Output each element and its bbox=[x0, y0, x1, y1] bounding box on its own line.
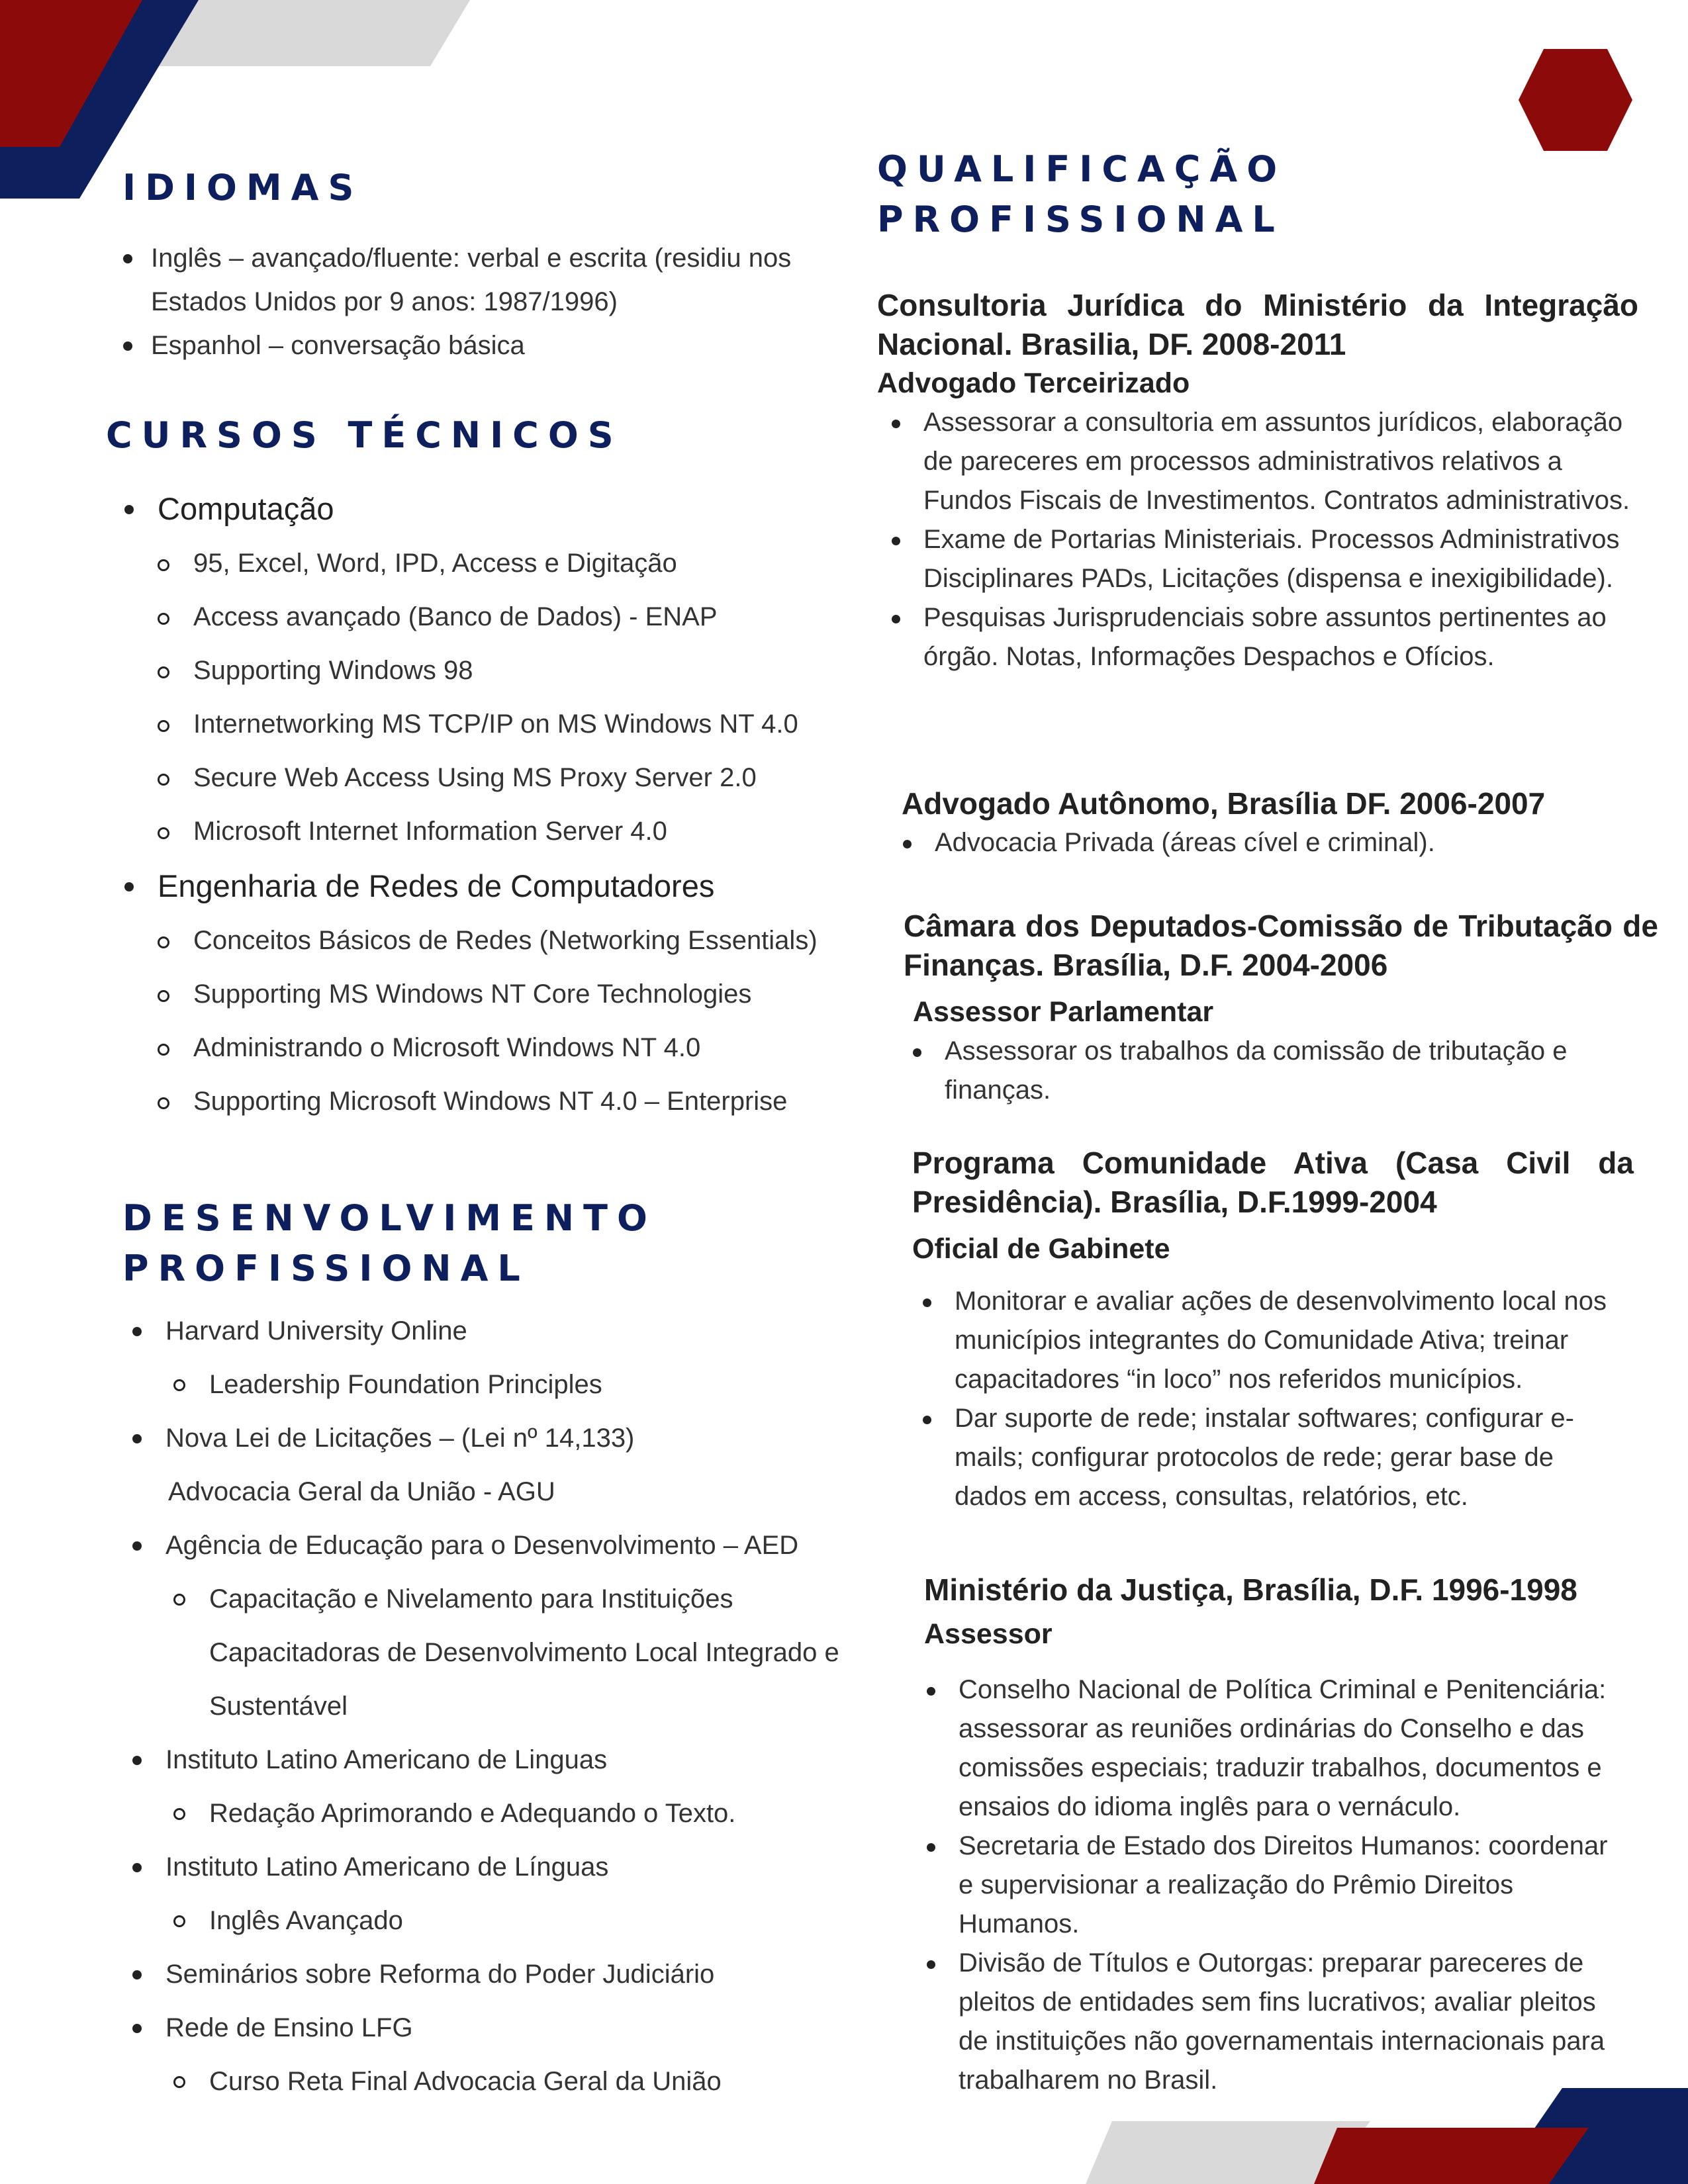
list-item: Inglês – avançado/fluente: verbal e escrita (residiu nos Estados Unidos por 9 anos: 1987/1996) bbox=[118, 236, 833, 324]
list-item: Agência de Educação para o Desenvolvimento – AED bbox=[99, 1519, 880, 1572]
list-item: Assessorar a consultoria em assuntos jurídicos, elaboração de pareceres em processos administrativos relativos a Fundos Fiscais de Investimentos. Contratos administrativos. bbox=[877, 403, 1638, 520]
cursos-list bbox=[106, 481, 887, 1128]
course-item: Supporting Microsoft Windows NT 4.0 – Enterprise bbox=[106, 1075, 887, 1128]
course-item: Access avançado (Banco de Dados) - ENAP bbox=[106, 590, 887, 644]
list-item: Capacitação e Nivelamento para Instituições bbox=[99, 1572, 880, 1626]
experience-entry bbox=[912, 1144, 1634, 1516]
list-item: Monitorar e avaliar ações de desenvolvimento local nos municípios integrantes do Comunidade Ativa; treinar capacitadores “in loco” nos referidos municípios. bbox=[912, 1282, 1630, 1399]
organization-title: Consultoria Jurídica do Ministério da Integração Nacional. Brasilia, DF. 2008-2011 bbox=[877, 288, 1638, 361]
cursos-heading: CURSOS TÉCNICOS bbox=[106, 414, 623, 456]
course-item: Conceitos Básicos de Redes (Networking Essentials) bbox=[106, 914, 887, 968]
heading-line: DESENVOLVIMENTO bbox=[122, 1197, 657, 1239]
list-item: Leadership Foundation Principles bbox=[99, 1358, 880, 1412]
red-block bbox=[1314, 2128, 1589, 2184]
organization-title: Programa Comunidade Ativa (Casa Civil da Presidência). Brasília, D.F.1999-2004 bbox=[912, 1146, 1634, 1219]
list-item: Nova Lei de Licitações – (Lei nº 14,133) bbox=[99, 1412, 880, 1465]
duties-list bbox=[902, 823, 1636, 862]
course-item: Supporting Windows 98 bbox=[106, 644, 887, 698]
organization-title: Advogado Autônomo, Brasília DF. 2006-2007 bbox=[902, 786, 1546, 821]
heading-line: QUALIFICAÇÃO bbox=[877, 148, 1287, 190]
desenvolvimento-list bbox=[99, 1304, 880, 2109]
list-item: Instituto Latino Americano de Línguas bbox=[99, 1841, 880, 1894]
course-group-title: Computação bbox=[106, 481, 887, 537]
heading-line: PROFISSIONAL bbox=[877, 199, 1284, 240]
list-item: Exame de Portarias Ministeriais. Processos Administrativos Disciplinares PADs, Licitações (dispensa e inexigibilidade). bbox=[877, 520, 1638, 598]
experience-entry bbox=[904, 907, 1658, 1110]
list-item: Divisão de Títulos e Outorgas: preparar pareceres de pleitos de entidades sem fins lucrativos; avaliar pleitos de instituições não governamentais internacionais para trabalharem no Brasil. bbox=[924, 1944, 1620, 2100]
list-item: Advocacia Geral da União - AGU bbox=[168, 1477, 555, 1506]
qualificacao-heading bbox=[877, 144, 1286, 245]
experience-entry bbox=[924, 1569, 1646, 2100]
experience-entry bbox=[877, 286, 1638, 676]
course-item: Administrando o Microsoft Windows NT 4.0 bbox=[106, 1021, 887, 1075]
duties-list bbox=[913, 1032, 1658, 1110]
list-item: Harvard University Online bbox=[99, 1304, 880, 1358]
list-item: Conselho Nacional de Política Criminal e Penitenciária: assessorar as reuniões ordinárias do Conselho e das comissões especiais; traduzir trabalhos, documentos e ensaios do idioma inglês para o vernáculo. bbox=[924, 1670, 1620, 1827]
role-title: Oficial de Gabinete bbox=[912, 1233, 1170, 1265]
list-item: Inglês Avançado bbox=[99, 1894, 880, 1948]
list-item: Secretaria de Estado dos Direitos Humanos: coordenar e supervisionar a realização do Prêmio Direitos Humanos. bbox=[924, 1827, 1620, 1944]
list-item: Instituto Latino Americano de Linguas bbox=[99, 1733, 880, 1787]
role-title: Assessor Parlamentar bbox=[913, 996, 1214, 1028]
idiomas-list bbox=[118, 236, 833, 367]
course-item: Internetworking MS TCP/IP on MS Windows NT 4.0 bbox=[106, 698, 887, 751]
list-item: Assessorar os trabalhos da comissão de tributação e finanças. bbox=[913, 1032, 1593, 1110]
list-item: Rede de Ensino LFG bbox=[99, 2001, 880, 2055]
course-item: Microsoft Internet Information Server 4.0 bbox=[106, 805, 887, 858]
list-item: Redação Aprimorando e Adequando o Texto. bbox=[99, 1787, 880, 1841]
idiomas-heading: IDIOMAS bbox=[122, 167, 363, 208]
desenvolvimento-heading bbox=[122, 1193, 657, 1294]
list-item: Dar suporte de rede; instalar softwares; configurar e-mails; configurar protocolos de rede; gerar base de dados em access, consultas, relatórios, etc. bbox=[912, 1399, 1617, 1516]
list-item: Pesquisas Jurisprudenciais sobre assuntos pertinentes ao órgão. Notas, Informações Despachos e Ofícios. bbox=[877, 598, 1638, 676]
grey-stripe bbox=[159, 0, 470, 66]
duties-list bbox=[912, 1282, 1634, 1516]
bottom-right-corner-decoration bbox=[1086, 2088, 1688, 2184]
list-item: Seminários sobre Reforma do Poder Judiciário bbox=[99, 1948, 880, 2001]
course-group-title: Engenharia de Redes de Computadores bbox=[106, 858, 887, 914]
experience-entry bbox=[902, 784, 1636, 862]
list-item: Capacitadoras de Desenvolvimento Local Integrado e bbox=[209, 1638, 839, 1667]
organization-title: Ministério da Justiça, Brasília, D.F. 1996-1998 bbox=[924, 1572, 1577, 1607]
role-title: Assessor bbox=[924, 1618, 1053, 1650]
course-item: Secure Web Access Using MS Proxy Server 2.0 bbox=[106, 751, 887, 805]
list-item: Advocacia Privada (áreas cível e criminal). bbox=[902, 823, 1636, 862]
course-item: Supporting MS Windows NT Core Technologies bbox=[106, 968, 887, 1021]
list-item: Sustentável bbox=[209, 1692, 348, 1721]
course-item: 95, Excel, Word, IPD, Access e Digitação bbox=[106, 537, 887, 590]
hexagon-decoration bbox=[1516, 48, 1635, 152]
list-item: Curso Reta Final Advocacia Geral da União bbox=[99, 2055, 880, 2109]
role-title: Advogado Terceirizado bbox=[877, 367, 1190, 399]
duties-list bbox=[877, 403, 1638, 676]
list-item: Espanhol – conversação básica bbox=[118, 324, 833, 367]
duties-list bbox=[924, 1670, 1646, 2100]
heading-line: PROFISSIONAL bbox=[122, 1248, 530, 1289]
organization-title: Câmara dos Deputados-Comissão de Tributação de Finanças. Brasília, D.F. 2004-2006 bbox=[904, 909, 1658, 982]
